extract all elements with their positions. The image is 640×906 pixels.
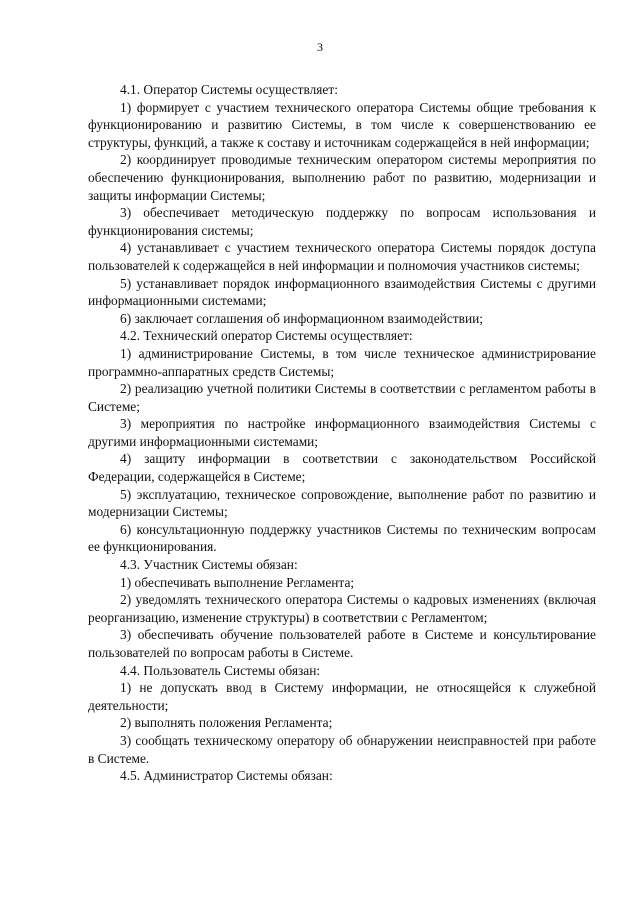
paragraph: 2) координирует проводимые техническим оператором системы мероприятия по обеспечению функционирования, выполнению работ по развитию, модернизации и защиты информации Системы;	[88, 152, 596, 203]
section-4-3-heading: 4.3. Участник Системы обязан:	[120, 557, 298, 573]
paragraph: 2) реализацию учетной политики Системы в соответствии с регламентом работы в Системе;	[88, 381, 596, 414]
paragraph: 5) эксплуатацию, техническое сопровождение, выполнение работ по развитию и модернизации Системы;	[88, 486, 596, 520]
paragraph: 5) устанавливает порядок информационного взаимодействия Системы с другими информационными системами;	[88, 275, 596, 309]
paragraph: 3) мероприятия по настройке информационного взаимодействия Системы с другими информационными системами;	[88, 416, 596, 449]
paragraph: 6) заключает соглашения об информационном взаимодействии;	[120, 310, 484, 326]
section-4-4-heading: 4.4. Пользователь Системы обязан:	[120, 662, 321, 678]
paragraph: 4) защиту информации в соответствии с законодательством Российской Федерации, содержащейся в Системе;	[88, 451, 596, 485]
paragraph: 1) администрирование Системы, в том числе техническое администрирование программно-аппаратных средств Системы;	[88, 345, 596, 379]
paragraph: 2) уведомлять технического оператора Системы о кадровых изменениях (включая реорганизацию, изменение структуры) в соответствии с Регламентом;	[88, 592, 596, 625]
section-4-2-heading: 4.2. Технический оператор Системы осуществляет:	[120, 328, 413, 344]
paragraph: 3) обеспечивать обучение пользователей работе в Системе и консультирование пользователей по вопросам работы в Системе.	[88, 627, 596, 660]
paragraph: 2) выполнять положения Регламента;	[120, 715, 333, 731]
page-number: 3	[317, 40, 323, 54]
section-4-1-heading: 4.1. Оператор Системы осуществляет:	[120, 82, 338, 97]
paragraph: 1) формирует с участием технического оператора Системы общие требования к функционированию и развитию Системы, в том числе к совершенствованию ее структуры, функций, а также к составу и источникам содержащейся в ней информации;	[88, 99, 596, 150]
document-body	[88, 81, 596, 785]
paragraph: 3) сообщать техническому оператору об обнаружении неисправностей при работе в Системе.	[88, 732, 596, 766]
section-4-5-heading: 4.5. Администратор Системы обязан:	[120, 768, 333, 784]
paragraph: 4) устанавливает с участием технического оператора Системы порядок доступа пользователей к содержащейся в ней информации и полномочия участников системы;	[88, 240, 596, 273]
paragraph: 6) консультационную поддержку участников Системы по техническим вопросам ее функционирования.	[88, 521, 596, 555]
paragraph: 1) не допускать ввод в Систему информации, не относящейся к служебной деятельности;	[88, 680, 596, 713]
paragraph: 3) обеспечивает методическую поддержку по вопросам использования и функционирования системы;	[88, 205, 596, 238]
paragraph: 1) обеспечивать выполнение Регламента;	[120, 574, 355, 590]
